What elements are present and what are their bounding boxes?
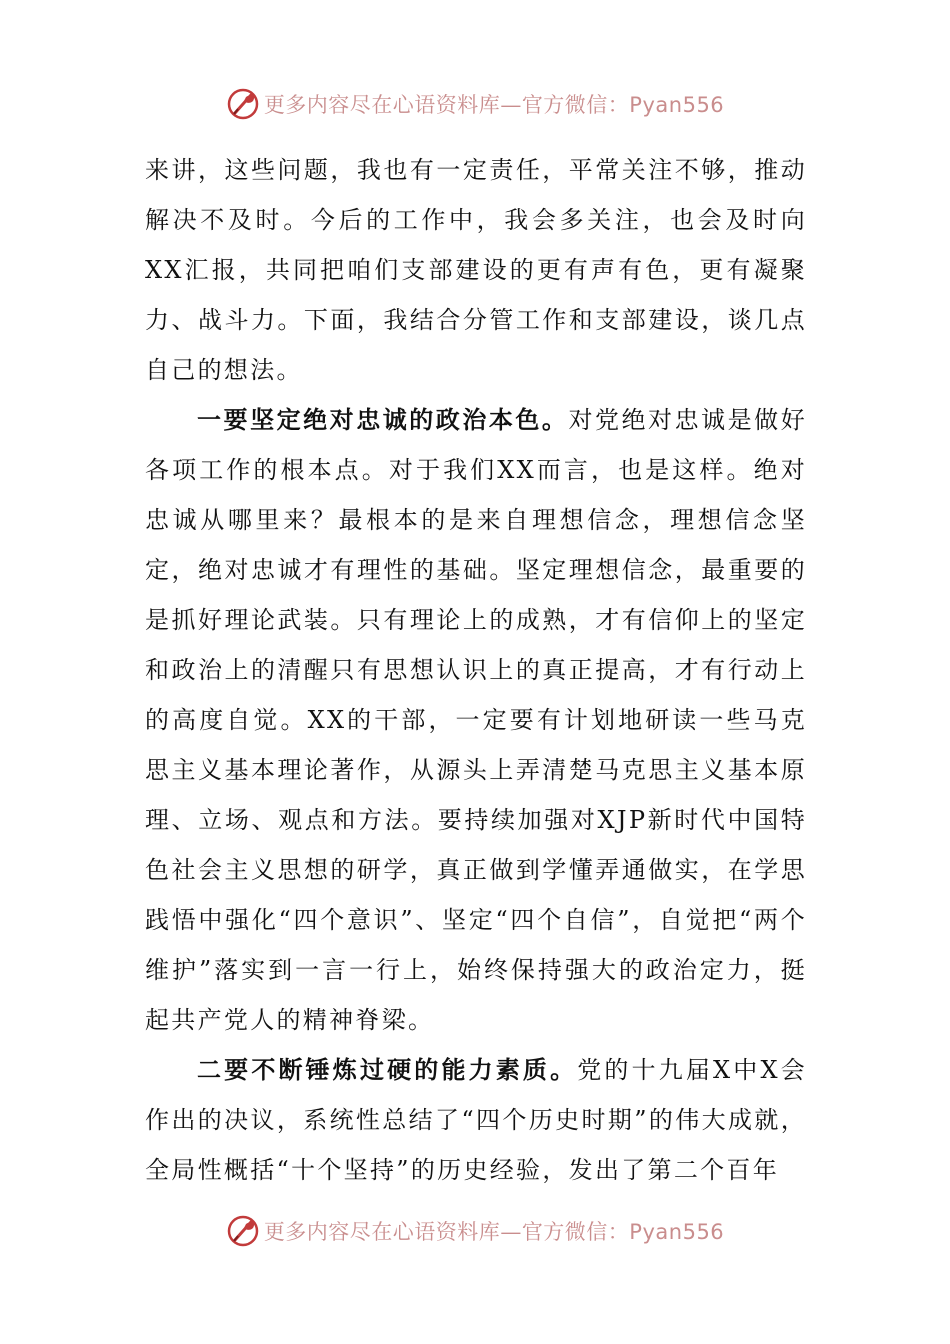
quill-logo-icon [226, 1214, 260, 1248]
watermark-account: 官方微信：Pyan556 [521, 93, 725, 117]
paragraph-text: 党的十九届X中X会作出的决议，系统性总结了“四个历史时期”的伟大成就，全局性概括“十个坚持”的历史经验，发出了第二个百年 [145, 1056, 808, 1184]
quill-logo-icon [226, 87, 260, 121]
watermark-footer [0, 1211, 950, 1251]
paragraph [145, 1045, 807, 1195]
section-heading: 二要不断锤炼过硬的能力素质。 [197, 1055, 578, 1084]
paragraph [145, 395, 807, 1045]
watermark-brand: 更多内容尽在心语资料库 [263, 93, 501, 117]
paragraph-text: 对党绝对忠诚是做好各项工作的根本点。对于我们XX而言，也是这样。绝对忠诚从哪里来？最根本的是来自理想信念，理想信念坚定，绝对忠诚才有理性的基础。坚定理想信念，最重要的是抓好理论武装。只有理论上的成熟，才有信仰上的坚定和政治上的清醒只有思想认识上的真正提高，才有行动上的高度自觉。XX的干部，一定要有计划地研读一些马克思主义基本理论著作，从源头上弄清楚马克思主义基本原理、立场、观点和方法。要持续加强对XJP新时代中国特色社会主义思想的研学，真正做到学懂弄通做实，在学思践悟中强化“四个意识”、坚定“四个自信”，自觉把“两个维护”落实到一言一行上，始终保持强大的政治定力，挺起共产党人的精神脊梁。 [145, 406, 808, 1034]
watermark-separator: — [500, 93, 522, 117]
watermark-text [264, 1216, 724, 1246]
paragraph [145, 145, 807, 395]
watermark-text [264, 89, 724, 119]
watermark-account: 官方微信：Pyan556 [521, 1220, 725, 1244]
paragraph-text: 来讲，这些问题，我也有一定责任，平常关注不够，推动解决不及时。今后的工作中，我会多关注，也会及时向XX汇报，共同把咱们支部建设的更有声有色，更有凝聚力、战斗力。下面，我结合分管工作和支部建设，谈几点自己的想法。 [145, 156, 807, 384]
section-heading: 一要坚定绝对忠诚的政治本色。 [197, 405, 569, 434]
watermark-separator: — [500, 1220, 522, 1244]
document-body [145, 145, 807, 1195]
watermark-brand: 更多内容尽在心语资料库 [263, 1220, 501, 1244]
watermark-header [0, 84, 950, 124]
